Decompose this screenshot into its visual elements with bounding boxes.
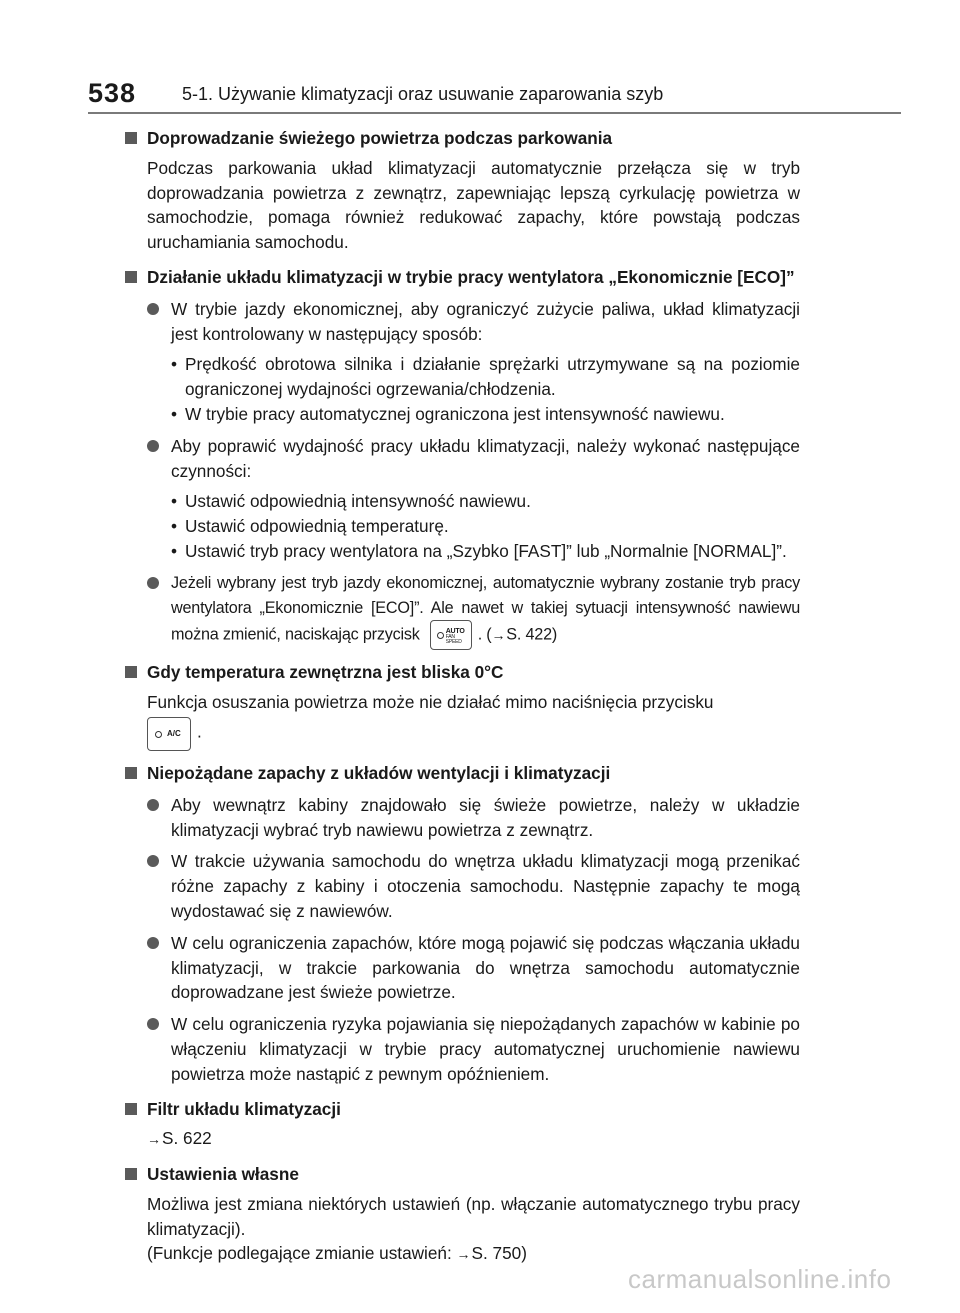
bullet-item: W celu ograniczenia zapachów, które mogą pojawić się podczas włączania układu klimatyzacji, w trakcie parkowania do wnętrza samochodu automatycznie doprowadzane jest świeże powietrze. xyxy=(125,931,800,1005)
page-content xyxy=(125,126,800,1267)
section-title: Doprowadzanie świeżego powietrza podczas parkowania xyxy=(147,128,613,148)
paragraph: Funkcja osuszania powietrza może nie działać mimo naciśnięcia przycisku A/C . xyxy=(125,690,800,751)
section-title: Niepożądane zapachy z układów wentylacji i klimatyzacji xyxy=(147,762,611,783)
section-square-icon xyxy=(125,1168,137,1180)
arrow-right-icon: → xyxy=(491,626,506,643)
section-filter xyxy=(125,1097,800,1153)
section-custom-settings xyxy=(125,1162,800,1267)
bullet-item: Aby poprawić wydajność pracy układu klimatyzacji, należy wykonać następujące czynności: xyxy=(125,434,800,484)
bullet-item: W celu ograniczenia ryzyka pojawiania się niepożądanych zapachów w kabinie po włączeniu klimatyzacji w trybie pracy automatycznej uruchomienie nawiewu powietrza może nastąpić z pewnym opóźnieniem. xyxy=(125,1012,800,1086)
section-square-icon xyxy=(125,767,137,779)
section-odors xyxy=(125,761,800,1087)
paragraph: (Funkcje podlegające zmianie ustawień: →S. 750) xyxy=(147,1243,527,1264)
section-square-icon xyxy=(125,271,137,283)
paragraph: Podczas parkowania układ klimatyzacji automatycznie przełącza się w tryb doprowadzania powietrza z zewnątrz, zapewniając lepszą cyrkulację powietrza w samochodzie, pomaga również redukować zapachy, które powstają podczas uruchamiania samochodu. xyxy=(147,157,800,253)
sub-item: • Ustawić odpowiednią intensywność nawiewu. xyxy=(171,491,531,512)
bullet-dot-icon xyxy=(147,1018,159,1030)
section-title: Ustawienia własne xyxy=(147,1164,299,1185)
section-title: Działanie układu klimatyzacji w trybie pracy wentylatora „Ekonomicznie [ECO]” xyxy=(147,266,795,287)
section-square-icon xyxy=(125,666,137,678)
arrow-right-icon: → xyxy=(456,1246,471,1263)
sub-item: • W trybie pracy automatycznej ograniczona jest intensywność nawiewu. xyxy=(171,403,725,424)
sub-item: • Prędkość obrotowa silnika i działanie sprężarki utrzymywane są na poziomie ograniczonej wydajności ogrzewania/chłodzenia. xyxy=(171,354,800,400)
paragraph xyxy=(125,1126,800,1152)
watermark: carmanualsonline.info xyxy=(628,1264,892,1294)
page-reference: S. 622 xyxy=(162,1128,212,1149)
section-square-icon xyxy=(125,132,137,144)
page-header xyxy=(0,78,960,116)
bullet-item: W trybie jazdy ekonomicznej, aby ograniczyć zużycie paliwa, układ klimatyzacji jest kontrolowany w następujący sposób: xyxy=(125,297,800,347)
ac-button-icon: A/C xyxy=(147,717,191,751)
bullet-dot-icon xyxy=(147,799,159,811)
sub-item: • Ustawić tryb pracy wentylatora na „Szybko [FAST]” lub „Normalnie [NORMAL]”. xyxy=(171,540,787,561)
section-square-icon xyxy=(125,1103,137,1115)
bullet-dot-icon xyxy=(147,440,159,452)
arrow-right-icon: → xyxy=(147,1131,161,1148)
chapter-title: 5-1. Używanie klimatyzacji oraz usuwanie zaparowania szyb xyxy=(182,84,664,104)
bullet-dot-icon xyxy=(147,577,159,589)
bullet-item: Jeżeli wybrany jest tryb jazdy ekonomicznej, automatycznie wybrany zostanie tryb pracy wentylatora „Ekonomicznie [ECO]”. Ale nawet w takiej sytuacji intensywność nawiewu można zmienić, naciskając przycisk AUTO FAN SPEED . (→S. 422) xyxy=(125,571,800,651)
bullet-dot-icon xyxy=(147,303,159,315)
page-reference: S. 422) xyxy=(506,625,558,644)
bullet-item: Aby wewnątrz kabiny znajdowało się świeże powietrze, należy w układzie klimatyzacji wybrać tryb nawiewu powietrza z zewnątrz. xyxy=(125,793,800,843)
page-number: 538 xyxy=(88,78,137,108)
section-title: Filtr układu klimatyzacji xyxy=(147,1098,341,1119)
section-title: Gdy temperatura zewnętrzna jest bliska 0°C xyxy=(147,662,504,683)
bullet-dot-icon xyxy=(147,855,159,867)
section-eco-mode xyxy=(125,265,800,650)
paragraph: Możliwa jest zmiana niektórych ustawień (np. włączanie automatycznego trybu pracy klimatyzacji). xyxy=(147,1193,800,1239)
section-fresh-air-parking xyxy=(125,126,800,255)
bullet-dot-icon xyxy=(147,937,159,949)
bullet-item: W trakcie używania samochodu do wnętrza układu klimatyzacji mogą przenikać różne zapachy z kabiny i otoczenia samochodu. Następnie zapachy te mogą wydostawać się z nawiewów. xyxy=(125,849,800,923)
sub-item: • Ustawić odpowiednią temperaturę. xyxy=(171,516,449,537)
page-reference: S. 750) xyxy=(471,1243,527,1264)
auto-button-icon: AUTO FAN SPEED xyxy=(430,620,472,650)
header-divider xyxy=(88,112,901,114)
section-low-temperature xyxy=(125,660,800,751)
